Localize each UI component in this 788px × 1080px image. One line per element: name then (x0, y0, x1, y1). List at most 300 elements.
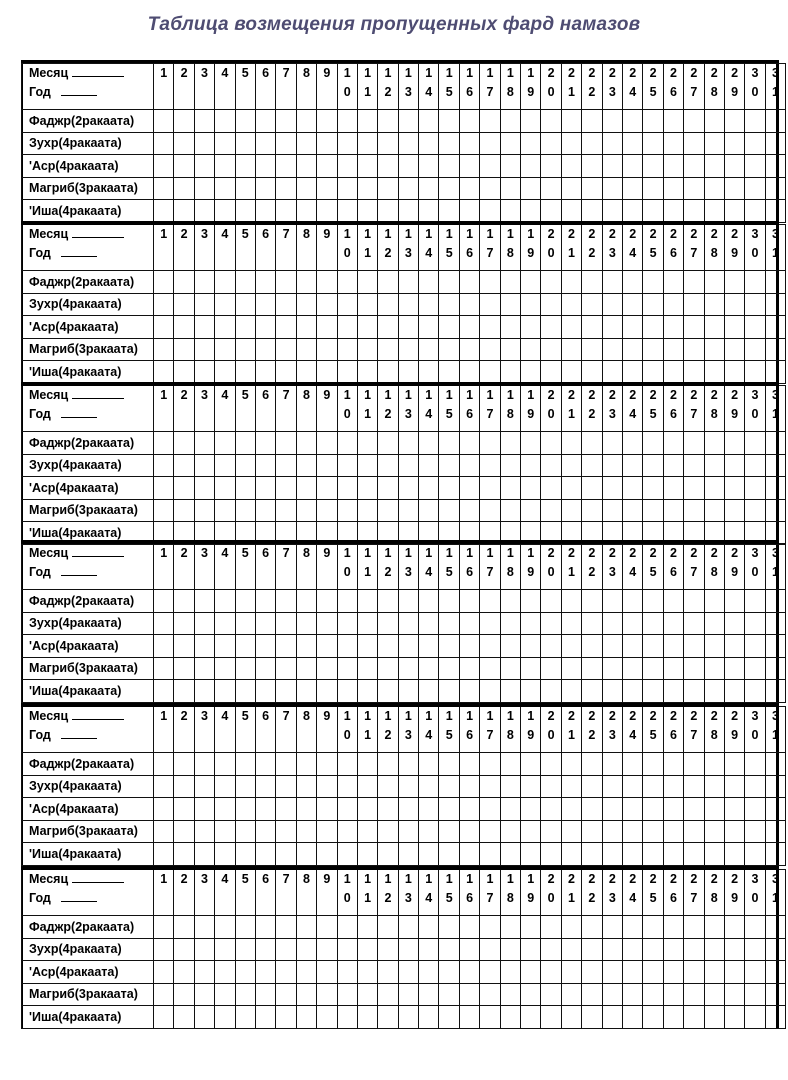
checkbox-cell[interactable] (643, 155, 663, 178)
checkbox-cell[interactable] (561, 753, 581, 776)
checkbox-cell[interactable] (521, 177, 541, 200)
checkbox-cell[interactable] (378, 961, 398, 984)
checkbox-cell[interactable] (235, 432, 255, 455)
checkbox-cell[interactable] (541, 454, 561, 477)
checkbox-cell[interactable] (154, 938, 174, 961)
checkbox-cell[interactable] (622, 338, 642, 361)
checkbox-cell[interactable] (582, 916, 602, 939)
checkbox-cell[interactable] (255, 361, 275, 384)
checkbox-cell[interactable] (684, 590, 704, 613)
checkbox-cell[interactable] (704, 983, 724, 1006)
checkbox-cell[interactable] (337, 916, 357, 939)
checkbox-cell[interactable] (235, 499, 255, 522)
checkbox-cell[interactable] (194, 432, 214, 455)
checkbox-cell[interactable] (276, 916, 296, 939)
checkbox-cell[interactable] (235, 983, 255, 1006)
checkbox-cell[interactable] (439, 843, 459, 866)
checkbox-cell[interactable] (704, 843, 724, 866)
checkbox-cell[interactable] (480, 612, 500, 635)
checkbox-cell[interactable] (255, 753, 275, 776)
checkbox-cell[interactable] (337, 753, 357, 776)
checkbox-cell[interactable] (398, 983, 418, 1006)
checkbox-cell[interactable] (724, 635, 744, 658)
checkbox-cell[interactable] (541, 499, 561, 522)
checkbox-cell[interactable] (561, 499, 581, 522)
checkbox-cell[interactable] (378, 590, 398, 613)
checkbox-cell[interactable] (317, 132, 337, 155)
checkbox-cell[interactable] (541, 612, 561, 635)
checkbox-cell[interactable] (622, 477, 642, 500)
checkbox-cell[interactable] (663, 590, 683, 613)
checkbox-cell[interactable] (521, 843, 541, 866)
checkbox-cell[interactable] (622, 155, 642, 178)
checkbox-cell[interactable] (663, 843, 683, 866)
checkbox-cell[interactable] (174, 454, 194, 477)
checkbox-cell[interactable] (337, 680, 357, 703)
checkbox-cell[interactable] (215, 775, 235, 798)
checkbox-cell[interactable] (398, 843, 418, 866)
checkbox-cell[interactable] (724, 775, 744, 798)
checkbox-cell[interactable] (296, 753, 316, 776)
checkbox-cell[interactable] (724, 680, 744, 703)
checkbox-cell[interactable] (154, 961, 174, 984)
checkbox-cell[interactable] (235, 316, 255, 339)
checkbox-cell[interactable] (745, 338, 765, 361)
checkbox-cell[interactable] (521, 338, 541, 361)
checkbox-cell[interactable] (582, 1006, 602, 1029)
checkbox-cell[interactable] (704, 590, 724, 613)
checkbox-cell[interactable] (378, 432, 398, 455)
checkbox-cell[interactable] (663, 938, 683, 961)
checkbox-cell[interactable] (235, 657, 255, 680)
checkbox-cell[interactable] (724, 271, 744, 294)
checkbox-cell[interactable] (459, 680, 479, 703)
checkbox-cell[interactable] (337, 938, 357, 961)
checkbox-cell[interactable] (643, 1006, 663, 1029)
checkbox-cell[interactable] (684, 361, 704, 384)
checkbox-cell[interactable] (357, 132, 377, 155)
checkbox-cell[interactable] (582, 612, 602, 635)
checkbox-cell[interactable] (684, 338, 704, 361)
checkbox-cell[interactable] (602, 635, 622, 658)
checkbox-cell[interactable] (480, 680, 500, 703)
checkbox-cell[interactable] (724, 177, 744, 200)
checkbox-cell[interactable] (622, 1006, 642, 1029)
checkbox-cell[interactable] (765, 338, 785, 361)
checkbox-cell[interactable] (174, 293, 194, 316)
checkbox-cell[interactable] (357, 843, 377, 866)
checkbox-cell[interactable] (235, 961, 255, 984)
checkbox-cell[interactable] (500, 657, 520, 680)
checkbox-cell[interactable] (582, 590, 602, 613)
checkbox-cell[interactable] (235, 155, 255, 178)
checkbox-cell[interactable] (643, 132, 663, 155)
checkbox-cell[interactable] (378, 1006, 398, 1029)
checkbox-cell[interactable] (704, 454, 724, 477)
checkbox-cell[interactable] (235, 775, 255, 798)
checkbox-cell[interactable] (663, 132, 683, 155)
checkbox-cell[interactable] (255, 454, 275, 477)
checkbox-cell[interactable] (561, 155, 581, 178)
checkbox-cell[interactable] (194, 775, 214, 798)
checkbox-cell[interactable] (500, 983, 520, 1006)
checkbox-cell[interactable] (622, 961, 642, 984)
checkbox-cell[interactable] (378, 177, 398, 200)
checkbox-cell[interactable] (317, 843, 337, 866)
checkbox-cell[interactable] (602, 293, 622, 316)
checkbox-cell[interactable] (480, 316, 500, 339)
checkbox-cell[interactable] (602, 271, 622, 294)
checkbox-cell[interactable] (235, 798, 255, 821)
checkbox-cell[interactable] (500, 477, 520, 500)
checkbox-cell[interactable] (561, 590, 581, 613)
checkbox-cell[interactable] (561, 820, 581, 843)
checkbox-cell[interactable] (602, 590, 622, 613)
checkbox-cell[interactable] (419, 590, 439, 613)
checkbox-cell[interactable] (154, 177, 174, 200)
checkbox-cell[interactable] (194, 961, 214, 984)
checkbox-cell[interactable] (296, 200, 316, 223)
checkbox-cell[interactable] (500, 110, 520, 133)
checkbox-cell[interactable] (561, 843, 581, 866)
checkbox-cell[interactable] (541, 843, 561, 866)
checkbox-cell[interactable] (357, 271, 377, 294)
checkbox-cell[interactable] (602, 753, 622, 776)
checkbox-cell[interactable] (194, 155, 214, 178)
checkbox-cell[interactable] (194, 361, 214, 384)
checkbox-cell[interactable] (521, 1006, 541, 1029)
checkbox-cell[interactable] (337, 454, 357, 477)
checkbox-cell[interactable] (704, 499, 724, 522)
checkbox-cell[interactable] (337, 775, 357, 798)
checkbox-cell[interactable] (561, 916, 581, 939)
checkbox-cell[interactable] (398, 961, 418, 984)
checkbox-cell[interactable] (398, 798, 418, 821)
checkbox-cell[interactable] (337, 177, 357, 200)
checkbox-cell[interactable] (480, 155, 500, 178)
checkbox-cell[interactable] (663, 155, 683, 178)
checkbox-cell[interactable] (724, 338, 744, 361)
checkbox-cell[interactable] (521, 316, 541, 339)
checkbox-cell[interactable] (663, 612, 683, 635)
checkbox-cell[interactable] (541, 155, 561, 178)
checkbox-cell[interactable] (480, 590, 500, 613)
checkbox-cell[interactable] (419, 843, 439, 866)
checkbox-cell[interactable] (724, 961, 744, 984)
checkbox-cell[interactable] (541, 798, 561, 821)
checkbox-cell[interactable] (398, 293, 418, 316)
checkbox-cell[interactable] (215, 454, 235, 477)
checkbox-cell[interactable] (521, 499, 541, 522)
checkbox-cell[interactable] (663, 432, 683, 455)
checkbox-cell[interactable] (337, 983, 357, 1006)
checkbox-cell[interactable] (602, 316, 622, 339)
checkbox-cell[interactable] (541, 916, 561, 939)
checkbox-cell[interactable] (276, 132, 296, 155)
checkbox-cell[interactable] (643, 271, 663, 294)
checkbox-cell[interactable] (541, 132, 561, 155)
checkbox-cell[interactable] (235, 110, 255, 133)
checkbox-cell[interactable] (439, 132, 459, 155)
checkbox-cell[interactable] (684, 432, 704, 455)
checkbox-cell[interactable] (296, 820, 316, 843)
checkbox-cell[interactable] (622, 938, 642, 961)
checkbox-cell[interactable] (561, 271, 581, 294)
checkbox-cell[interactable] (745, 132, 765, 155)
checkbox-cell[interactable] (704, 753, 724, 776)
checkbox-cell[interactable] (541, 338, 561, 361)
checkbox-cell[interactable] (582, 132, 602, 155)
checkbox-cell[interactable] (439, 316, 459, 339)
checkbox-cell[interactable] (276, 499, 296, 522)
checkbox-cell[interactable] (724, 753, 744, 776)
checkbox-cell[interactable] (745, 843, 765, 866)
checkbox-cell[interactable] (704, 916, 724, 939)
checkbox-cell[interactable] (745, 961, 765, 984)
checkbox-cell[interactable] (357, 938, 377, 961)
checkbox-cell[interactable] (684, 110, 704, 133)
checkbox-cell[interactable] (296, 775, 316, 798)
checkbox-cell[interactable] (154, 612, 174, 635)
checkbox-cell[interactable] (521, 293, 541, 316)
checkbox-cell[interactable] (154, 155, 174, 178)
checkbox-cell[interactable] (194, 612, 214, 635)
checkbox-cell[interactable] (602, 775, 622, 798)
checkbox-cell[interactable] (215, 155, 235, 178)
checkbox-cell[interactable] (419, 938, 439, 961)
checkbox-cell[interactable] (663, 775, 683, 798)
checkbox-cell[interactable] (724, 590, 744, 613)
checkbox-cell[interactable] (317, 916, 337, 939)
checkbox-cell[interactable] (215, 657, 235, 680)
checkbox-cell[interactable] (602, 680, 622, 703)
checkbox-cell[interactable] (398, 271, 418, 294)
checkbox-cell[interactable] (480, 1006, 500, 1029)
checkbox-cell[interactable] (439, 454, 459, 477)
checkbox-cell[interactable] (439, 499, 459, 522)
checkbox-cell[interactable] (255, 499, 275, 522)
checkbox-cell[interactable] (215, 293, 235, 316)
checkbox-cell[interactable] (276, 454, 296, 477)
checkbox-cell[interactable] (378, 916, 398, 939)
checkbox-cell[interactable] (521, 775, 541, 798)
checkbox-cell[interactable] (419, 155, 439, 178)
checkbox-cell[interactable] (521, 612, 541, 635)
checkbox-cell[interactable] (602, 798, 622, 821)
checkbox-cell[interactable] (765, 657, 785, 680)
checkbox-cell[interactable] (704, 432, 724, 455)
checkbox-cell[interactable] (296, 916, 316, 939)
checkbox-cell[interactable] (459, 454, 479, 477)
checkbox-cell[interactable] (643, 680, 663, 703)
checkbox-cell[interactable] (459, 820, 479, 843)
checkbox-cell[interactable] (296, 132, 316, 155)
checkbox-cell[interactable] (235, 338, 255, 361)
year-blank[interactable] (61, 574, 97, 576)
checkbox-cell[interactable] (174, 916, 194, 939)
month-blank[interactable] (72, 555, 124, 557)
checkbox-cell[interactable] (215, 983, 235, 1006)
checkbox-cell[interactable] (684, 454, 704, 477)
checkbox-cell[interactable] (296, 271, 316, 294)
checkbox-cell[interactable] (378, 155, 398, 178)
checkbox-cell[interactable] (357, 820, 377, 843)
checkbox-cell[interactable] (745, 200, 765, 223)
checkbox-cell[interactable] (317, 316, 337, 339)
checkbox-cell[interactable] (419, 271, 439, 294)
checkbox-cell[interactable] (582, 938, 602, 961)
checkbox-cell[interactable] (500, 612, 520, 635)
checkbox-cell[interactable] (765, 938, 785, 961)
checkbox-cell[interactable] (378, 775, 398, 798)
checkbox-cell[interactable] (541, 657, 561, 680)
checkbox-cell[interactable] (724, 132, 744, 155)
checkbox-cell[interactable] (255, 798, 275, 821)
checkbox-cell[interactable] (154, 293, 174, 316)
checkbox-cell[interactable] (235, 938, 255, 961)
checkbox-cell[interactable] (439, 200, 459, 223)
checkbox-cell[interactable] (643, 200, 663, 223)
checkbox-cell[interactable] (276, 612, 296, 635)
checkbox-cell[interactable] (500, 635, 520, 658)
checkbox-cell[interactable] (255, 938, 275, 961)
checkbox-cell[interactable] (255, 916, 275, 939)
checkbox-cell[interactable] (745, 938, 765, 961)
checkbox-cell[interactable] (317, 200, 337, 223)
checkbox-cell[interactable] (500, 590, 520, 613)
checkbox-cell[interactable] (480, 938, 500, 961)
checkbox-cell[interactable] (357, 961, 377, 984)
checkbox-cell[interactable] (317, 753, 337, 776)
checkbox-cell[interactable] (439, 657, 459, 680)
checkbox-cell[interactable] (561, 961, 581, 984)
checkbox-cell[interactable] (663, 271, 683, 294)
checkbox-cell[interactable] (378, 657, 398, 680)
checkbox-cell[interactable] (582, 361, 602, 384)
checkbox-cell[interactable] (419, 499, 439, 522)
checkbox-cell[interactable] (317, 432, 337, 455)
checkbox-cell[interactable] (439, 753, 459, 776)
checkbox-cell[interactable] (215, 1006, 235, 1029)
checkbox-cell[interactable] (357, 477, 377, 500)
checkbox-cell[interactable] (643, 316, 663, 339)
checkbox-cell[interactable] (602, 338, 622, 361)
checkbox-cell[interactable] (541, 110, 561, 133)
checkbox-cell[interactable] (439, 916, 459, 939)
checkbox-cell[interactable] (419, 916, 439, 939)
checkbox-cell[interactable] (276, 843, 296, 866)
checkbox-cell[interactable] (521, 635, 541, 658)
checkbox-cell[interactable] (724, 477, 744, 500)
checkbox-cell[interactable] (439, 177, 459, 200)
checkbox-cell[interactable] (317, 961, 337, 984)
checkbox-cell[interactable] (154, 983, 174, 1006)
checkbox-cell[interactable] (500, 753, 520, 776)
checkbox-cell[interactable] (154, 200, 174, 223)
checkbox-cell[interactable] (337, 200, 357, 223)
checkbox-cell[interactable] (684, 316, 704, 339)
checkbox-cell[interactable] (704, 938, 724, 961)
checkbox-cell[interactable] (521, 938, 541, 961)
checkbox-cell[interactable] (419, 338, 439, 361)
checkbox-cell[interactable] (663, 798, 683, 821)
checkbox-cell[interactable] (439, 798, 459, 821)
checkbox-cell[interactable] (643, 612, 663, 635)
checkbox-cell[interactable] (255, 293, 275, 316)
checkbox-cell[interactable] (174, 798, 194, 821)
checkbox-cell[interactable] (663, 820, 683, 843)
checkbox-cell[interactable] (459, 983, 479, 1006)
checkbox-cell[interactable] (459, 132, 479, 155)
checkbox-cell[interactable] (174, 110, 194, 133)
checkbox-cell[interactable] (704, 110, 724, 133)
checkbox-cell[interactable] (724, 820, 744, 843)
checkbox-cell[interactable] (663, 657, 683, 680)
checkbox-cell[interactable] (521, 132, 541, 155)
checkbox-cell[interactable] (724, 938, 744, 961)
checkbox-cell[interactable] (643, 916, 663, 939)
checkbox-cell[interactable] (561, 316, 581, 339)
checkbox-cell[interactable] (357, 612, 377, 635)
checkbox-cell[interactable] (745, 820, 765, 843)
checkbox-cell[interactable] (357, 338, 377, 361)
checkbox-cell[interactable] (276, 110, 296, 133)
checkbox-cell[interactable] (215, 843, 235, 866)
checkbox-cell[interactable] (174, 361, 194, 384)
month-blank[interactable] (72, 75, 124, 77)
checkbox-cell[interactable] (194, 843, 214, 866)
checkbox-cell[interactable] (398, 110, 418, 133)
checkbox-cell[interactable] (255, 657, 275, 680)
checkbox-cell[interactable] (194, 1006, 214, 1029)
checkbox-cell[interactable] (643, 961, 663, 984)
year-blank[interactable] (61, 737, 97, 739)
checkbox-cell[interactable] (602, 843, 622, 866)
checkbox-cell[interactable] (235, 753, 255, 776)
checkbox-cell[interactable] (337, 477, 357, 500)
checkbox-cell[interactable] (500, 938, 520, 961)
checkbox-cell[interactable] (684, 1006, 704, 1029)
checkbox-cell[interactable] (296, 477, 316, 500)
checkbox-cell[interactable] (378, 316, 398, 339)
checkbox-cell[interactable] (255, 132, 275, 155)
checkbox-cell[interactable] (255, 477, 275, 500)
checkbox-cell[interactable] (643, 657, 663, 680)
checkbox-cell[interactable] (194, 753, 214, 776)
checkbox-cell[interactable] (561, 477, 581, 500)
checkbox-cell[interactable] (419, 361, 439, 384)
checkbox-cell[interactable] (622, 499, 642, 522)
checkbox-cell[interactable] (541, 1006, 561, 1029)
checkbox-cell[interactable] (439, 680, 459, 703)
checkbox-cell[interactable] (480, 775, 500, 798)
checkbox-cell[interactable] (745, 477, 765, 500)
checkbox-cell[interactable] (684, 635, 704, 658)
checkbox-cell[interactable] (643, 820, 663, 843)
checkbox-cell[interactable] (378, 753, 398, 776)
checkbox-cell[interactable] (419, 961, 439, 984)
checkbox-cell[interactable] (154, 316, 174, 339)
checkbox-cell[interactable] (276, 798, 296, 821)
checkbox-cell[interactable] (704, 477, 724, 500)
checkbox-cell[interactable] (704, 361, 724, 384)
checkbox-cell[interactable] (419, 177, 439, 200)
checkbox-cell[interactable] (541, 635, 561, 658)
checkbox-cell[interactable] (480, 361, 500, 384)
checkbox-cell[interactable] (419, 775, 439, 798)
checkbox-cell[interactable] (643, 361, 663, 384)
checkbox-cell[interactable] (480, 798, 500, 821)
